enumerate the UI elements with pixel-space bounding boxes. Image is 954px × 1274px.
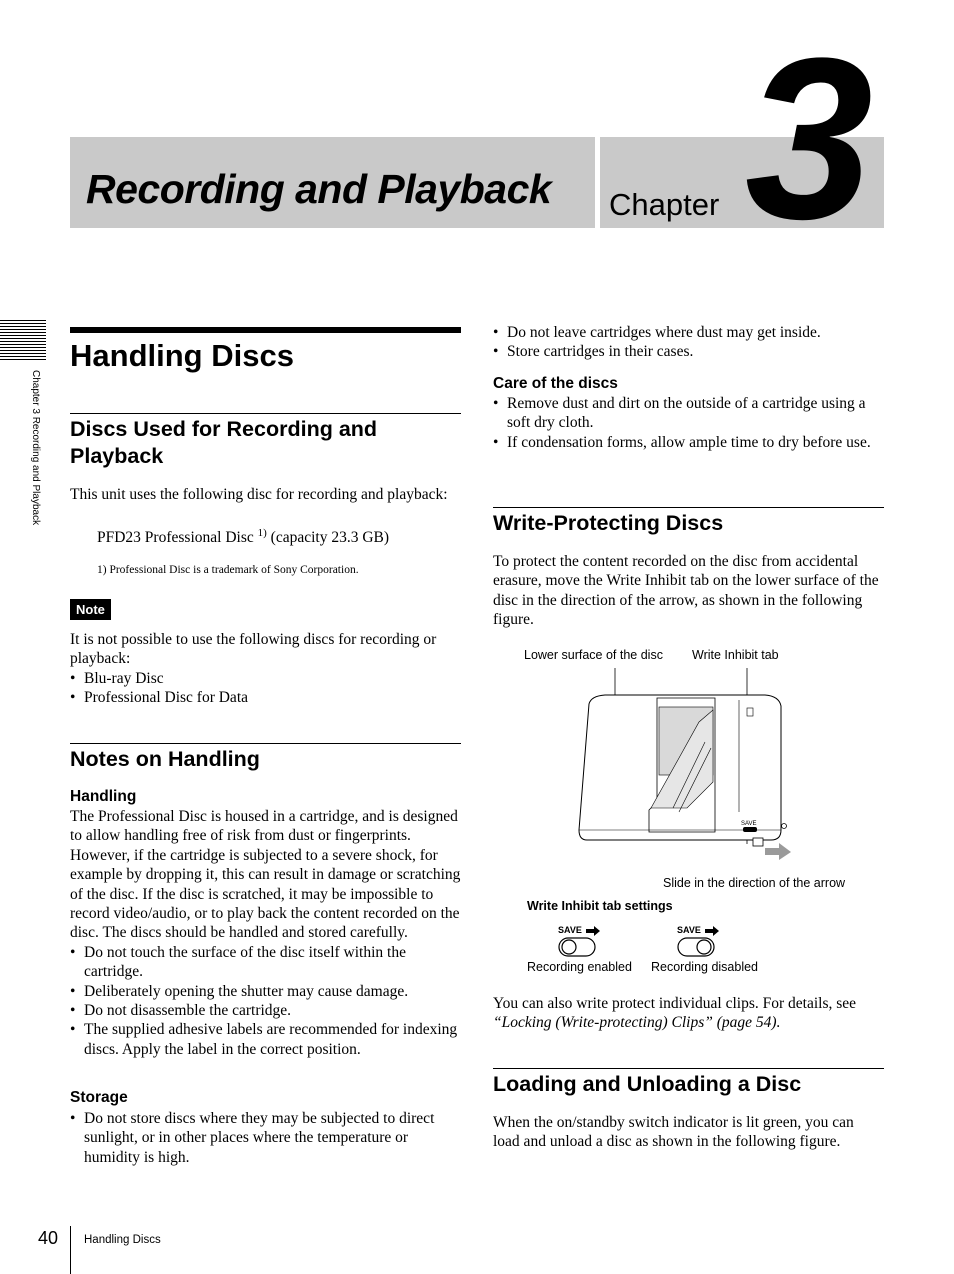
clips-page-reference[interactable]: “Locking (Write-protecting) Clips” (page 54).	[493, 1014, 781, 1032]
list-item: • Deliberately opening the shutter may cause damage.	[70, 982, 461, 1001]
page-number: 40	[38, 1228, 59, 1248]
discs-used-heading: Discs Used for Recording and Playback	[70, 417, 378, 468]
handling-subheading: Handling	[70, 788, 137, 805]
side-tab-label: Chapter 3 Recording and Playback	[30, 370, 41, 526]
discs-used-rule	[70, 413, 461, 414]
write-protect-rule	[493, 507, 884, 508]
label-write-inhibit-tab: Write Inhibit tab	[692, 648, 779, 662]
list-item: • Do not store discs where they may be subjected to direct sunlight, or in other places where the temperature or humidity is high.	[70, 1109, 461, 1167]
storage-subheading: Storage	[70, 1089, 128, 1106]
section-title: Handling Discs	[70, 338, 294, 373]
footer-divider	[70, 1226, 71, 1274]
list-item: • Do not disassemble the cartridge.	[70, 1001, 461, 1020]
list-item: • Professional Disc for Data	[70, 688, 461, 707]
save-label-disabled: SAVE	[677, 925, 701, 935]
care-subheading: Care of the discs	[493, 375, 618, 392]
notes-handling-heading: Notes on Handling	[70, 747, 260, 771]
svg-text:SAVE: SAVE	[741, 821, 757, 827]
chapter-label: Chapter	[609, 187, 720, 222]
footer-section: Handling Discs	[84, 1234, 161, 1246]
disc-item: PFD23 Professional Disc $^{1)}$ (capacity 23.3 GB)	[97, 527, 390, 547]
discs-used-intro: This unit uses the following disc for recording and playback:	[70, 486, 448, 503]
loading-rule	[493, 1068, 884, 1069]
footnote: 1) Professional Disc is a trademark of Sony Corporation.	[97, 564, 359, 576]
label-recording-disabled: Recording disabled	[651, 960, 759, 974]
notes-handling-rule	[70, 743, 461, 744]
care-list	[493, 394, 884, 452]
loading-heading: Loading and Unloading a Disc	[493, 1072, 802, 1096]
list-item: • If condensation forms, allow ample time to dry before use.	[493, 433, 884, 452]
handling-text: The Professional Disc is housed in a cartridge, and is designed to allow handling free of risk from dust or fingerprints. However, if the cartridge is subjected to a severe shock, for example by dropping it, this can result in damage or scratching of the disc. If the disc is scratched, it may be impossible to record video/audio, or to play back the content recorded on the disc. The discs should be handled and stored carefully. • Do not touch the surface of the disc itself within the cartridge. • Deliberately opening the shutter may cause damage. • Do not disassemble the cartridge. • The supplied adhesive labels are recommended for indexing discs. Apply the label in the correct position.	[70, 807, 461, 1059]
save-switch-enabled-icon	[558, 925, 602, 959]
list-item: • Blu-ray Disc	[70, 669, 461, 688]
write-protect-heading: Write-Protecting Discs	[493, 511, 724, 535]
label-lower-surface: Lower surface of the disc	[524, 648, 663, 662]
save-label-enabled: SAVE	[558, 925, 582, 935]
save-switch-disabled-icon	[677, 925, 721, 959]
section-title-rule	[70, 327, 461, 333]
tab-settings-heading: Write Inhibit tab settings	[527, 899, 673, 913]
write-protect-text: To protect the content recorded on the disc from accidental erasure, move the Write Inhibit tab on the lower surface of the disc in the direction of the arrow, as shown in the following figure.	[493, 553, 879, 629]
loading-text: When the on/standby switch indicator is lit green, you can load and unload a disc as shown in the following figure.	[493, 1114, 854, 1151]
disc-cartridge-illustration	[575, 662, 805, 870]
chapter-title: Recording and Playback	[86, 166, 552, 212]
list-item: • The supplied adhesive labels are recommended for indexing discs. Apply the label in the correct position.	[70, 1020, 461, 1059]
list-item: • Remove dust and dirt on the outside of a cartridge using a soft dry cloth.	[493, 394, 884, 433]
list-item: • Do not touch the surface of the disc itself within the cartridge.	[70, 943, 461, 982]
list-item: • Do not leave cartridges where dust may get inside.	[493, 323, 884, 342]
note-text: It is not possible to use the following discs for recording or playback: • Blu-ray Disc • Professional Disc for Data	[70, 630, 461, 708]
storage-list	[70, 1109, 461, 1167]
side-tab-stripes	[0, 320, 46, 362]
label-recording-enabled: Recording enabled	[527, 960, 632, 974]
label-slide-direction: Slide in the direction of the arrow	[663, 876, 846, 890]
list-item: • Store cartridges in their cases.	[493, 342, 884, 361]
chapter-number: 3	[745, 10, 873, 267]
storage-list-continued	[493, 323, 884, 362]
write-protect-clips-text: You can also write protect individual clips. For details, see “Locking (Write-protecting) Clips” (page 54).	[493, 995, 857, 1032]
note-badge: Note	[70, 599, 111, 620]
